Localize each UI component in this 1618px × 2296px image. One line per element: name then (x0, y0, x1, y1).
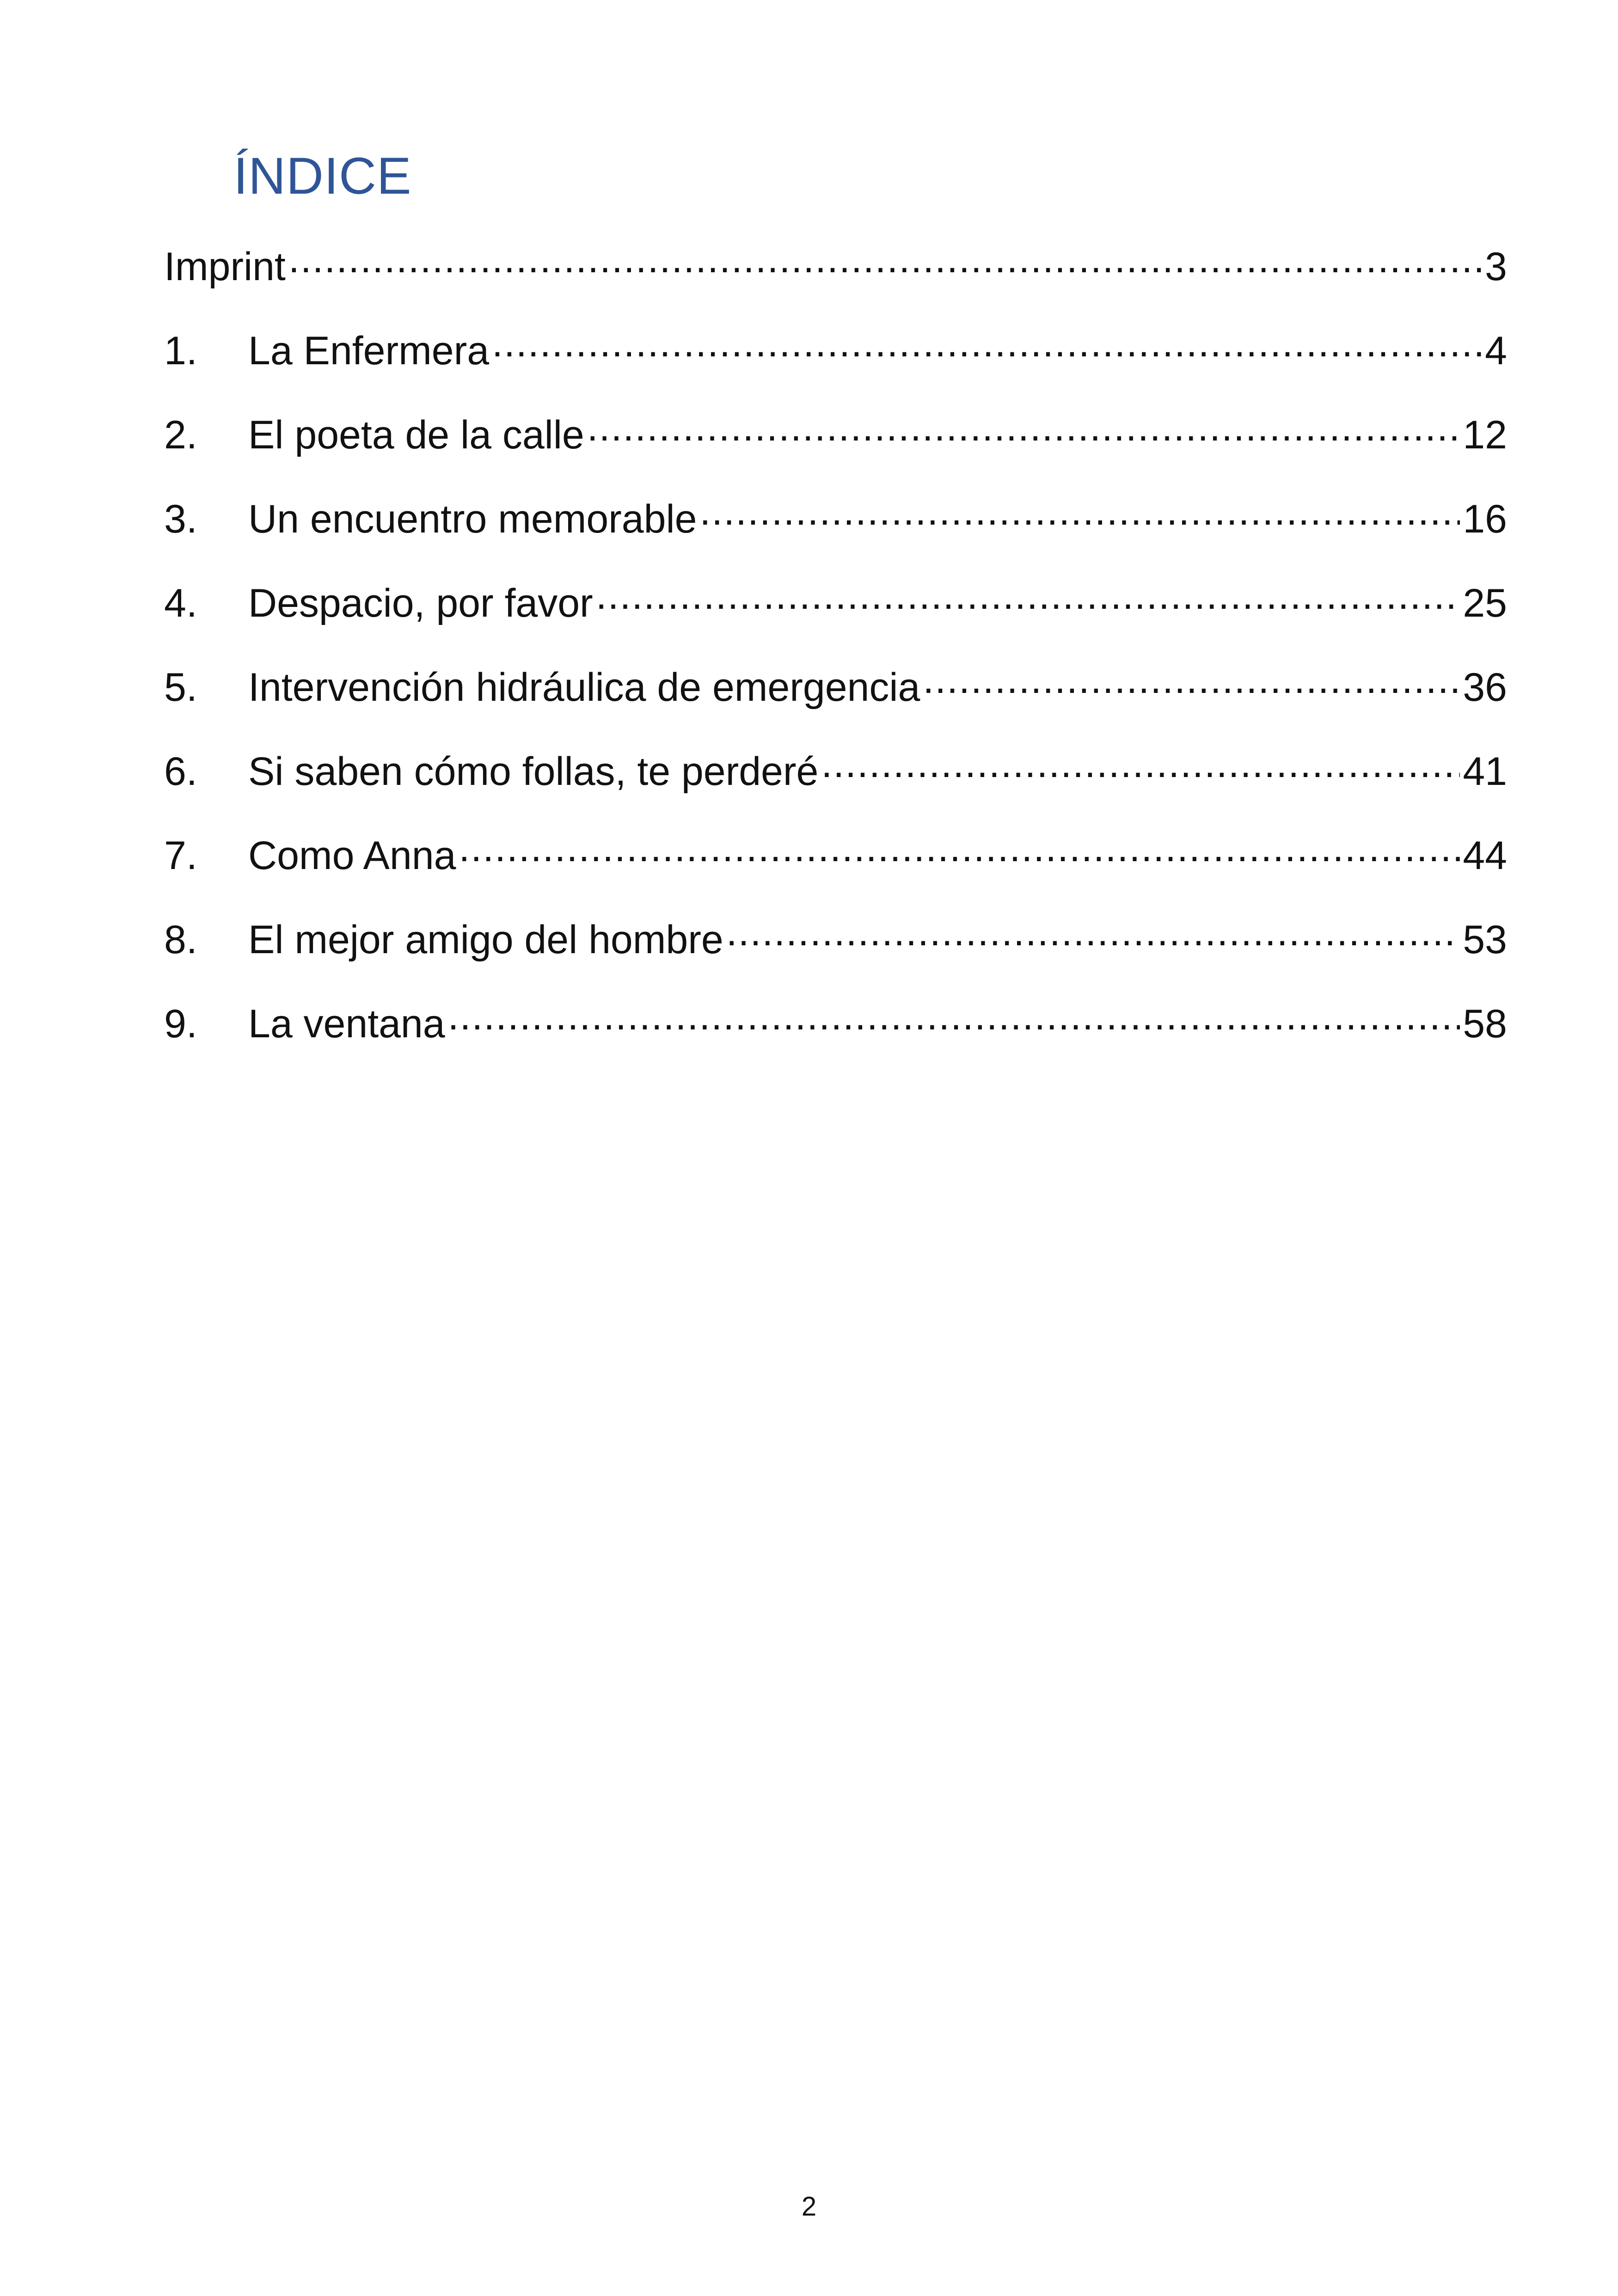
toc-entry-number: 2. (164, 413, 197, 457)
toc-title: ÍNDICE (233, 147, 412, 205)
toc-entry-label: Imprint (164, 245, 286, 289)
toc-entry-3[interactable] (164, 493, 1507, 577)
toc-entry-number: 3. (164, 497, 197, 541)
toc-entry-7[interactable] (164, 829, 1507, 913)
toc-entry-page: 36 (1463, 665, 1507, 710)
toc-entry-page: 53 (1463, 918, 1507, 962)
toc-entry-page: 16 (1463, 497, 1507, 541)
toc-dot-leader (596, 577, 1460, 617)
toc-entry-label: La ventana (248, 1002, 445, 1046)
toc-entry-1[interactable] (164, 325, 1507, 409)
toc-dot-leader (726, 913, 1460, 953)
toc-entry-label: El mejor amigo del hombre (248, 918, 723, 962)
toc-entry-label: Si saben cómo follas, te perderé (248, 749, 819, 794)
toc-dot-leader (821, 745, 1460, 785)
toc-entry-page: 12 (1463, 413, 1507, 457)
toc-entry-page: 4 (1485, 329, 1507, 373)
toc-entry-page: 3 (1485, 245, 1507, 289)
toc-entry-5[interactable] (164, 661, 1507, 745)
toc-dot-leader (587, 409, 1460, 448)
toc-entry-4[interactable] (164, 577, 1507, 661)
toc-entry-8[interactable] (164, 913, 1507, 998)
toc-entry-page: 41 (1463, 749, 1507, 794)
toc-entry-label: Un encuentro memorable (248, 497, 697, 541)
toc-dot-leader (492, 325, 1482, 364)
table-of-contents (164, 240, 1507, 1082)
toc-dot-leader (699, 493, 1460, 533)
toc-entry-label: Intervención hidráulica de emergencia (248, 665, 920, 710)
toc-dot-leader (459, 829, 1460, 869)
toc-entry-number: 4. (164, 581, 197, 625)
toc-entry-label: La Enfermera (248, 329, 490, 373)
toc-entry-page: 25 (1463, 581, 1507, 625)
toc-entry-page: 44 (1463, 833, 1507, 878)
toc-entry-number: 5. (164, 665, 197, 710)
toc-dot-leader (923, 661, 1460, 701)
toc-entry-2[interactable] (164, 409, 1507, 493)
toc-dot-leader (288, 240, 1482, 280)
page-number: 2 (801, 2192, 817, 2222)
toc-entry-6[interactable] (164, 745, 1507, 829)
toc-entry-number: 1. (164, 329, 197, 373)
toc-entry-imprint[interactable] (164, 240, 1507, 325)
toc-entry-9[interactable] (164, 998, 1507, 1082)
toc-entry-label: El poeta de la calle (248, 413, 584, 457)
toc-entry-number: 8. (164, 918, 197, 962)
toc-entry-number: 6. (164, 749, 197, 794)
toc-entry-label: Despacio, por favor (248, 581, 593, 625)
toc-entry-page: 58 (1463, 1002, 1507, 1046)
toc-entry-number: 7. (164, 833, 197, 878)
toc-dot-leader (448, 998, 1460, 1037)
toc-entry-number: 9. (164, 1002, 197, 1046)
toc-entry-label: Como Anna (248, 833, 456, 878)
